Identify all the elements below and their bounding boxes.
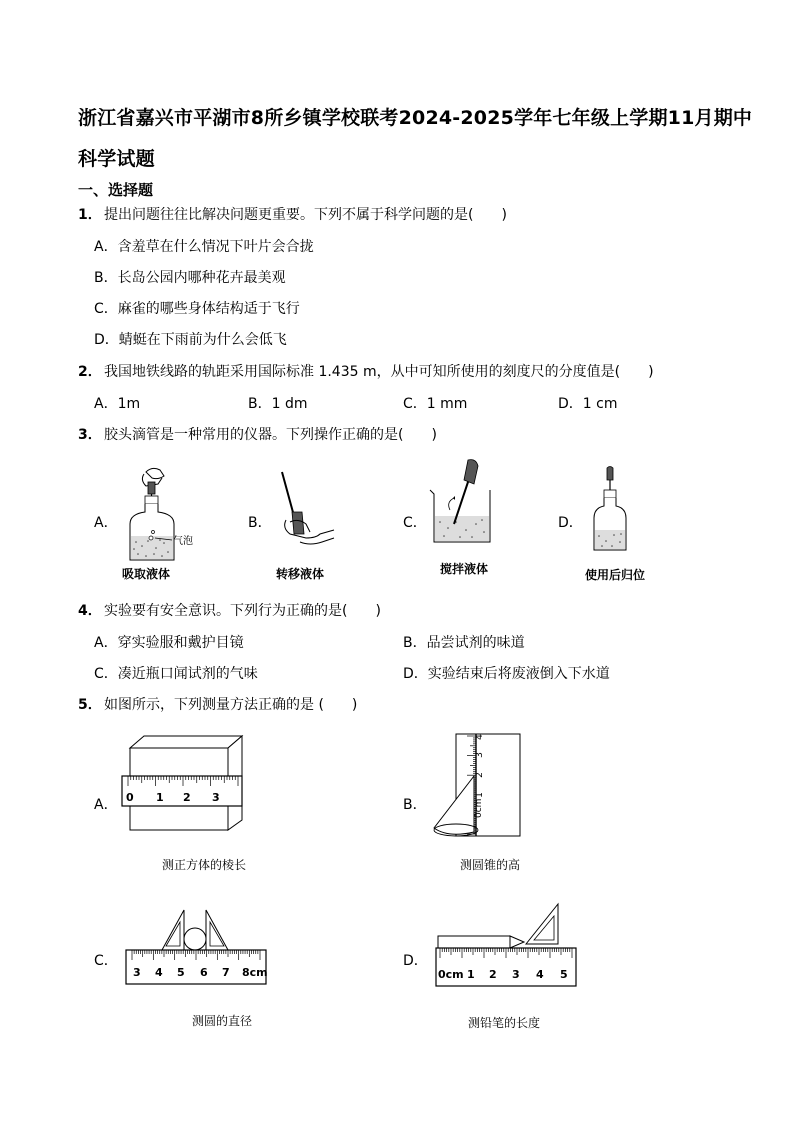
q3-option-a[interactable]: A． [94,515,118,531]
q3-option-d[interactable]: D． [558,515,583,531]
ruler-tick-label: 7 [222,966,230,979]
q1-option-d[interactable]: D．蜻蜓在下雨前为什么会低飞 [94,332,287,348]
question-stem: 我国地铁线路的轨距采用国际标准 1.435 m，从中可知所使用的刻度尺的分度值是( ) [104,364,654,380]
q5-option-a[interactable]: A． [94,797,118,813]
paper-title-line1: 浙江省嘉兴市平湖市8所乡镇学校联考2024-2025学年七年级上学期11月期中 [78,107,753,129]
q3-caption-c: 搅拌液体 [440,562,489,576]
q3-figure-a-dropper-bottle [118,464,198,564]
ruler-tick-label: 4 [155,966,163,979]
question-stem: 实验要有安全意识。下列行为正确的是( ) [104,603,381,619]
q5-caption-b: 测圆锥的高 [460,858,521,872]
q3-bubble-label: 气泡 [173,536,193,547]
question-number: 2． [78,364,102,380]
ruler-tick-label: 4 [536,968,544,981]
q3-option-c[interactable]: C． [403,515,427,531]
q4-option-d[interactable]: D．实验结束后将废液倒入下水道 [403,666,610,682]
section-title: 一、选择题 [78,181,154,199]
ruler-tick-label: 3 [133,966,141,979]
q3-figure-d-return-dropper [590,466,630,556]
q4-option-c[interactable]: C．凑近瓶口闻试剂的气味 [94,666,258,682]
q1-option-b[interactable]: B．长岛公园内哪种花卉最美观 [94,270,286,286]
ruler-tick-label: 8cm [242,966,268,979]
ruler-tick-label: 1 [474,792,485,798]
question-number: 3． [78,427,102,443]
question-stem: 胶头滴管是一种常用的仪器。下列操作正确的是( ) [104,427,437,443]
question-3 [78,424,437,446]
question-number: 5． [78,697,102,713]
ruler-tick-label: 2 [474,772,485,778]
question-number: 4． [78,603,102,619]
q3-figure-c-stir-liquid [426,458,498,548]
q1-option-a[interactable]: A．含羞草在什么情况下叶片会合拢 [94,239,314,255]
q4-option-b[interactable]: B．品尝试剂的味道 [403,635,525,651]
ruler-tick-label: 5 [560,968,568,981]
ruler-tick-label: 5 [177,966,185,979]
ruler-tick-label: 3 [474,752,485,758]
q5-caption-a: 测正方体的棱长 [162,858,247,872]
q4-option-a[interactable]: A．穿实验服和戴护目镜 [94,635,244,651]
ruler-tick-label: 0 [126,791,134,804]
question-stem: 如图所示，下列测量方法正确的是 ( ) [104,697,358,713]
q2-option-a[interactable]: A．1m [94,396,141,412]
q2-option-d[interactable]: D．1 cm [558,396,618,412]
paper-title-line2: 科学试题 [78,148,155,170]
ruler-tick-label: 6 [200,966,208,979]
q5-ruler-a-labels [118,734,246,834]
question-1 [78,204,507,226]
q3-caption-b: 转移液体 [276,567,325,581]
ruler-tick-label: 0cm [474,798,484,818]
q2-option-b[interactable]: B．1 dm [248,396,308,412]
ruler-tick-label: 3 [212,791,220,804]
q5-ruler-b-labels [430,730,530,840]
question-number: 1． [78,207,102,223]
question-2 [78,361,654,383]
q5-option-c[interactable]: C． [94,953,118,969]
q5-ruler-c-labels [124,902,268,994]
question-stem: 提出问题往往比解决问题更重要。下列不属于科学问题的是( ) [104,207,507,223]
ruler-tick-label: 0cm [438,968,464,981]
ruler-tick-label: 3 [512,968,520,981]
q5-caption-c: 测圆的直径 [192,1014,253,1028]
q1-option-c[interactable]: C．麻雀的哪些身体结构适于飞行 [94,301,300,317]
ruler-tick-label: 2 [183,791,191,804]
q3-caption-d: 使用后归位 [585,568,646,582]
ruler-tick-label: 1 [156,791,164,804]
ruler-tick-label: 2 [489,968,497,981]
q5-caption-d: 测铅笔的长度 [468,1016,541,1030]
q5-option-b[interactable]: B． [403,797,427,813]
q3-caption-a: 吸取液体 [122,567,171,581]
ruler-tick-label: 1 [467,968,475,981]
question-4 [78,600,381,622]
question-5 [78,694,357,716]
q3-option-b[interactable]: B． [248,515,272,531]
q5-ruler-d-labels [434,898,580,994]
ruler-tick-label: 4 [474,734,485,740]
q3-figure-b-transfer-liquid [270,468,340,558]
q2-option-c[interactable]: C．1 mm [403,396,468,412]
q5-option-d[interactable]: D． [403,953,428,969]
